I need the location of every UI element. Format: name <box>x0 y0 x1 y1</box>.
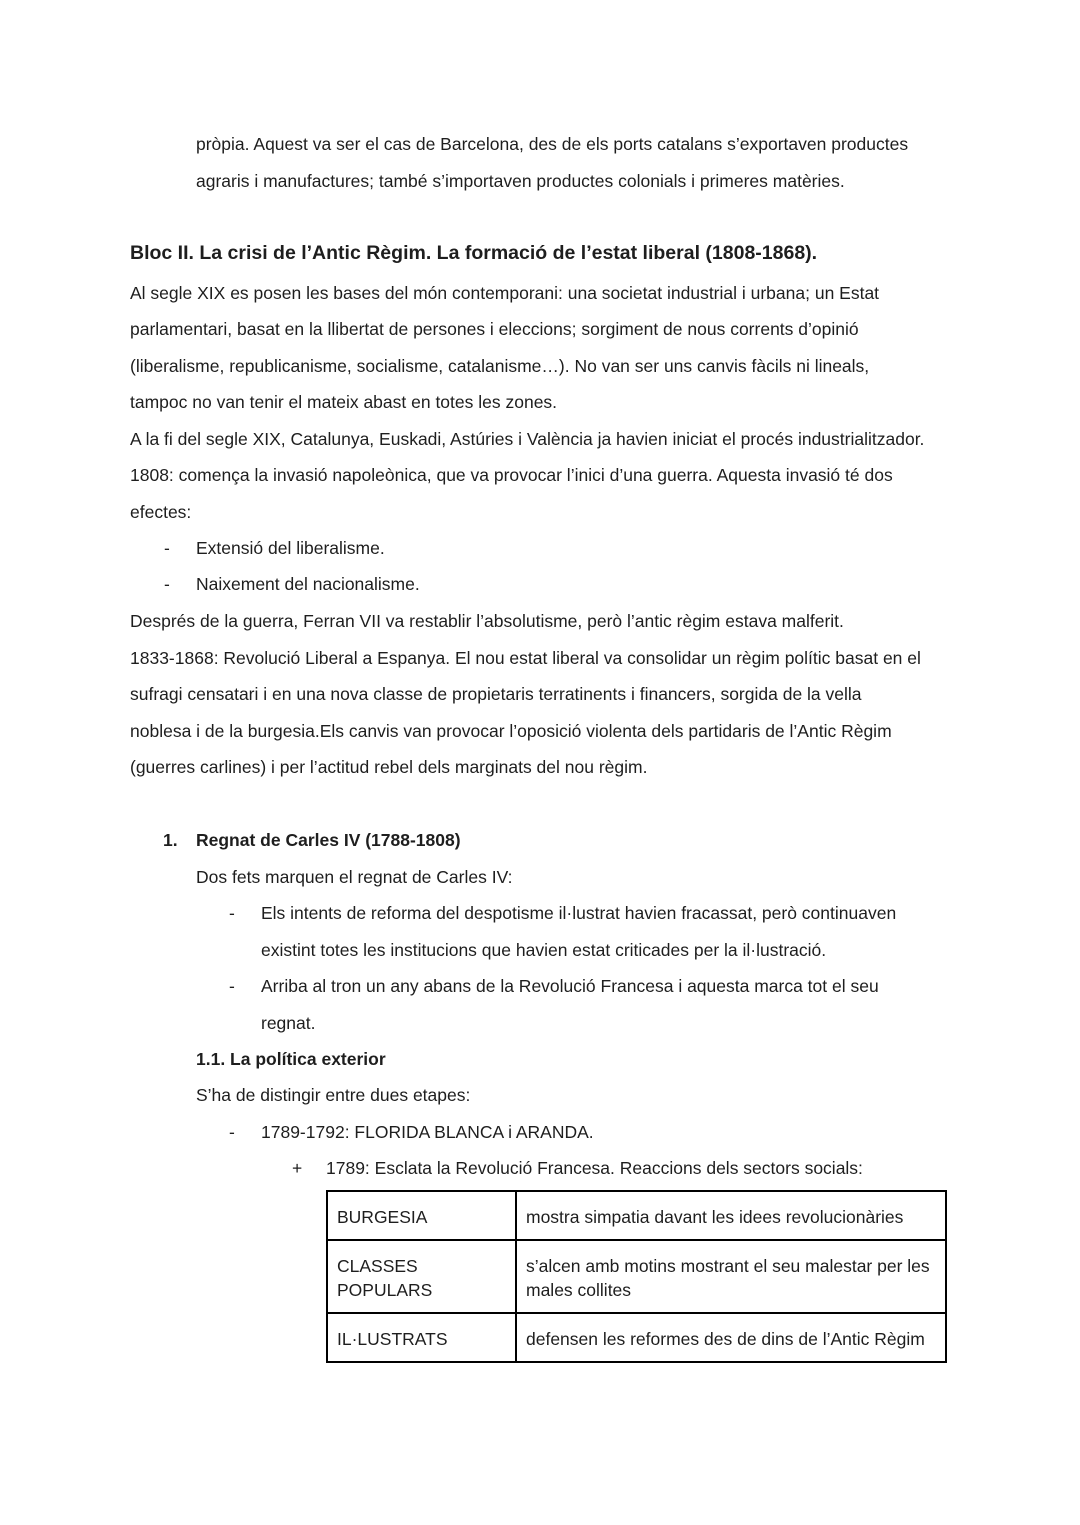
fact-line: existint totes les institucions que havien estat criticades per la il·lustració. <box>261 940 827 960</box>
intro-line-1: pròpia. Aquest va ser el cas de Barcelona, des de els ports catalans s’exportaven productes <box>196 134 909 154</box>
list-dash: - <box>229 903 235 923</box>
section-intro: Dos fets marquen el regnat de Carles IV: <box>196 867 513 887</box>
table-row <box>327 1191 946 1240</box>
intro-line-2: agraris i manufactures; també s’importaven productes colonials i primeres matèries. <box>196 171 845 191</box>
bloc-p1-line: tampoc no van tenir el mateix abast en totes les zones. <box>130 392 558 412</box>
section-number: 1. <box>163 830 178 850</box>
list-dash: - <box>229 1122 235 1142</box>
bloc-p2: A la fi del segle XIX, Catalunya, Euskadi, Astúries i València ja havien iniciat el procés industrialitzador. <box>130 429 925 449</box>
list-plus: + <box>292 1158 303 1178</box>
bloc-p3-line: efectes: <box>130 502 192 522</box>
reaction-cell: mostra simpatia davant les idees revolucionàries <box>516 1191 946 1240</box>
bloc-title: Bloc II. La crisi de l’Antic Règim. La formació de l’estat liberal (1808-1868). <box>130 242 818 264</box>
fact-line: Els intents de reforma del despotisme il·lustrat havien fracassat, però continuaven <box>261 903 897 923</box>
sector-cell: BURGESIA <box>327 1191 516 1240</box>
bloc-p5-line: sufragi censatari i en una nova classe de propietaris terratinents i financers, sorgida de la vella <box>130 684 862 704</box>
reaction-cell: s’alcen amb motins mostrant el seu malestar per les males collites <box>516 1240 946 1313</box>
stage-point: 1789: Esclata la Revolució Francesa. Reaccions dels sectors socials: <box>326 1158 863 1178</box>
subsection-intro: S’ha de distingir entre dues etapes: <box>196 1085 471 1105</box>
bloc-p5-line: noblesa i de la burgesia.Els canvis van provocar l’oposició violenta dels partidaris de l’Antic Règim <box>130 721 892 741</box>
stage-item: 1789-1792: FLORIDA BLANCA i ARANDA. <box>261 1122 594 1142</box>
list-dash: - <box>229 976 235 996</box>
subsection-title: 1.1. La política exterior <box>196 1049 386 1069</box>
bloc-p5-line: 1833-1868: Revolució Liberal a Espanya. El nou estat liberal va consolidar un règim polític basat en el <box>130 648 921 668</box>
bloc-p1-line: parlamentari, basat en la llibertat de persones i eleccions; sorgiment de nous corrents d’opinió <box>130 319 859 339</box>
bloc-p3-line: 1808: comença la invasió napoleònica, que va provocar l’inici d’una guerra. Aquesta invasió té dos <box>130 465 893 485</box>
bloc-p5-line: (guerres carlines) i per l’actitud rebel dels marginats del nou règim. <box>130 757 648 777</box>
bloc-p1-line: Al segle XIX es posen les bases del món contemporani: una societat industrial i urbana; un Estat <box>130 283 880 303</box>
sector-cell: CLASSES POPULARS <box>327 1240 516 1313</box>
table-row <box>327 1240 946 1313</box>
bloc-p1-line: (liberalisme, republicanisme, socialisme, catalanisme…). No van ser uns canvis fàcils ni lineals, <box>130 356 870 376</box>
reactions-table <box>326 1190 947 1363</box>
sector-cell: IL·LUSTRATS <box>327 1313 516 1362</box>
effect-item: Naixement del nacionalisme. <box>196 574 420 594</box>
table-row <box>327 1313 946 1362</box>
section-title: Regnat de Carles IV (1788-1808) <box>196 830 461 850</box>
fact-line: regnat. <box>261 1013 316 1033</box>
fact-line: Arriba al tron un any abans de la Revolució Francesa i aquesta marca tot el seu <box>261 976 879 996</box>
list-dash: - <box>164 574 170 594</box>
effect-item: Extensió del liberalisme. <box>196 538 385 558</box>
bloc-p4: Després de la guerra, Ferran VII va restablir l’absolutisme, però l’antic règim estava malferit. <box>130 611 844 631</box>
list-dash: - <box>164 538 170 558</box>
reaction-cell: defensen les reformes des de dins de l’Antic Règim <box>516 1313 946 1362</box>
